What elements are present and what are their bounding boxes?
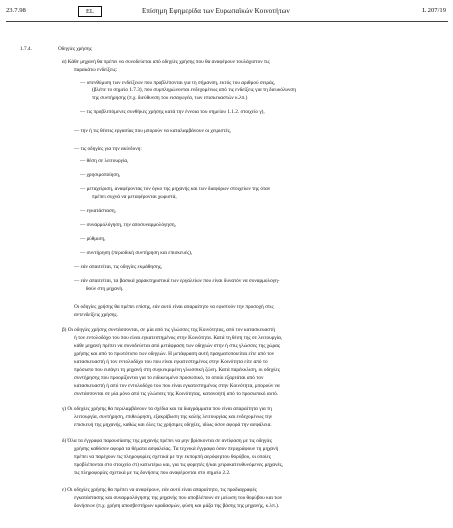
list-item: — συναρμολόγηση, την αποσυναρμολόγηση, bbox=[80, 222, 176, 228]
list-item: — χρησιμοποίηση, bbox=[80, 172, 121, 178]
paragraph-line: της συντήρησης (π.χ. διεύθυνση του εισαγωγέα, των επισκευαστών κ.λπ.) bbox=[92, 95, 248, 101]
paragraph-line: τις πληροφορίες σχετικά με τις δονήσεις που αναφέρονται στο σημείο 2.2. bbox=[74, 470, 231, 476]
paragraph-line: κατασκευαστή ή τον εντολοδόχο του που είναι εγκατεστημένος στην Κοινότητα είτε από το bbox=[74, 359, 268, 365]
paragraph-line: δ) Όλα τα έγγραφα παρουσίασης της μηχανής πρέπει να μην βρίσκονται σε αντίφαση με τις οδηγίες bbox=[62, 438, 273, 444]
header-language-box: EL bbox=[78, 6, 102, 17]
list-item: — συντήρηση (περιοδική συντήρηση και επισκευές), bbox=[80, 250, 193, 256]
paragraph-line: συντήρησης που προορίζονται για το ειδικευμένο προσωπικό, το οποίο εξαρτάται από τον bbox=[74, 375, 264, 381]
list-item: — εάν απαιτείται, τις οδηγίες εκμάθησης, bbox=[74, 264, 163, 270]
paragraph-line: συντάσσονται σε μία μόνο από τις γλώσσες της Κοινότητας, κατανοητή από το προσωπικό αυτό. bbox=[74, 391, 279, 397]
header-date: 23.7.98 bbox=[6, 7, 26, 14]
list-item: — μεταχείριση, αναφέροντας τον όγκο της μηχανής και των διαφόρων στοιχείων της όταν bbox=[80, 186, 271, 192]
paragraph-line: εγκατάστασης και συναρμολόγησης της μηχανής που αποβλέπουν σε μείωση του θορύβου και των bbox=[74, 495, 283, 501]
header-rule bbox=[6, 21, 448, 22]
paragraph-line: κατασκευαστή ή από τον εντολοδόχο του που είναι εγκατεστημένος στην Κοινότητα, μπορούν να bbox=[74, 383, 280, 389]
paragraph-line: προβλέπονται στο στοιχείο στ) κατωτέρω και, για τις φορητές ή/και χειροκατευθυνόμενες μηχανές, bbox=[74, 462, 284, 468]
page-header bbox=[6, 6, 446, 18]
list-item: — ρύθμιση, bbox=[80, 236, 106, 242]
section-number: 1.7.4. bbox=[20, 46, 32, 52]
paragraph-line: χρήσης και από το πρωτότυπο των οδηγιών. Η μετάφραση αυτή πραγματοποιείται είτε από τον bbox=[74, 351, 275, 357]
header-page-number: L 207/19 bbox=[422, 7, 446, 14]
paragraph-line: αντενδείξεις χρήσης. bbox=[74, 312, 118, 318]
list-item: — τις οδηγίες για την ακίνδυνη: bbox=[74, 146, 142, 152]
list-item: — εάν απαιτείται, τα βασικά χαρακτηριστικά των εργαλείων που είναι δυνατόν να συναρμολογη- bbox=[74, 278, 280, 284]
paragraph-line: β) Οι οδηγίες χρήσης συντάσσονται, σε μία από τις γλώσσες της Κοινότητας, από τον κατασκευαστή bbox=[62, 327, 275, 333]
paragraph-line: δονήσεων (π.χ. χρήση αποσβεστήρων κραδασμών, φύση και μάζα της βάσης της μηχανής, κ.λπ.). bbox=[74, 503, 280, 509]
paragraph-line: (βλέπε το σημείο 1.7.3), που συμπληρώνονται ενδεχομένως από τις ενδείξεις για τη διευκόλυνση bbox=[92, 87, 296, 93]
header-journal-title: Επίσημη Εφημερίδα των Ευρωπαϊκών Κοινοτήτων bbox=[142, 7, 290, 15]
paragraph-line: πρόσωπο που εισάγει τη μηχανή στη συγκεκριμένη γλωσσική ζώνη. Κατά παρέκκλιση, οι οδηγίες bbox=[74, 367, 280, 373]
paragraph-line: θούν στη μηχανή. bbox=[86, 286, 124, 292]
paragraph-line: α) Κάθε μηχανή θα πρέπει να συνοδεύεται από οδηγίες χρήσης που θα αναφέρουν τουλάχιστον τις bbox=[62, 59, 270, 65]
paragraph-line: κάθε μηχανή πρέπει να συνοδεύεται από μετάφραση των οδηγιών στην ή στις γλώσσες της χώρας bbox=[74, 343, 280, 349]
list-item: — τις προβλεπόμενες συνθήκες χρήσης κατά την έννοια του σημείου 1.1.2. στοιχείο γ), bbox=[80, 109, 265, 115]
paragraph-line: λειτουργία, συντήρηση, επιθεώρηση, εξακρίβωση της καλής λειτουργίας και ενδεχομένως την bbox=[74, 414, 273, 420]
list-item: — θέση σε λειτουργία, bbox=[80, 158, 129, 164]
paragraph-line: ε) Οι οδηγίες χρήσης θα πρέπει να αναφέρουν, εάν αυτό είναι απαραίτητο, τις προδιαγραφές bbox=[62, 487, 257, 493]
paragraph-line: γ) Οι οδηγίες χρήσης θα περιλαμβάνουν τα σχέδια και τα διαγράμματα που είναι απαραίτητα για τη bbox=[62, 406, 272, 412]
paragraph-line: ή τον εντολοδόχο του που είναι εγκατεστημένος στην Κοινότητα. Κατά τη θέση της σε λειτουργία, bbox=[74, 335, 283, 341]
paragraph-line: πρέπει να παρέχουν τις πληροφορίες σχετικά με την εκπομπή αερόφερτου θορύβου, οι οποίες bbox=[74, 454, 271, 460]
paragraph-line: παρακάτω ενδείξεις: bbox=[74, 67, 118, 73]
list-item: — εγκατάσταση, bbox=[80, 208, 116, 214]
section-title: Οδηγίες χρήσης bbox=[58, 46, 92, 52]
list-item: — υπενθύμιση των ενδείξεων που προβλέπονται για τη σήμανση, εκτός του αριθμού σειράς, bbox=[80, 80, 276, 86]
paragraph-line: Οι οδηγίες χρήσης θα πρέπει επίσης, εάν αυτό είναι απαραίτητο να εφιστούν την προσοχή στις bbox=[74, 304, 274, 310]
paragraph-line: πρέπει συχνά να μεταφέρονται χωριστά, bbox=[92, 194, 177, 200]
list-item: — την ή τις θέσεις εργασίας που μπορούν να καταλαμβάνουν οι χειριστές, bbox=[74, 128, 232, 134]
paragraph-line: επισκευή της μηχανής, καθώς και όλες τις χρήσιμες οδηγίες, ιδίως όσον αφορά την ασφάλεια. bbox=[74, 422, 272, 428]
paragraph-line: χρήσης καθόσον αφορά τα θέματα ασφαλείας. Τα τεχνικά έγγραφα όσον περιγράφουν τη μηχανή bbox=[74, 446, 279, 452]
